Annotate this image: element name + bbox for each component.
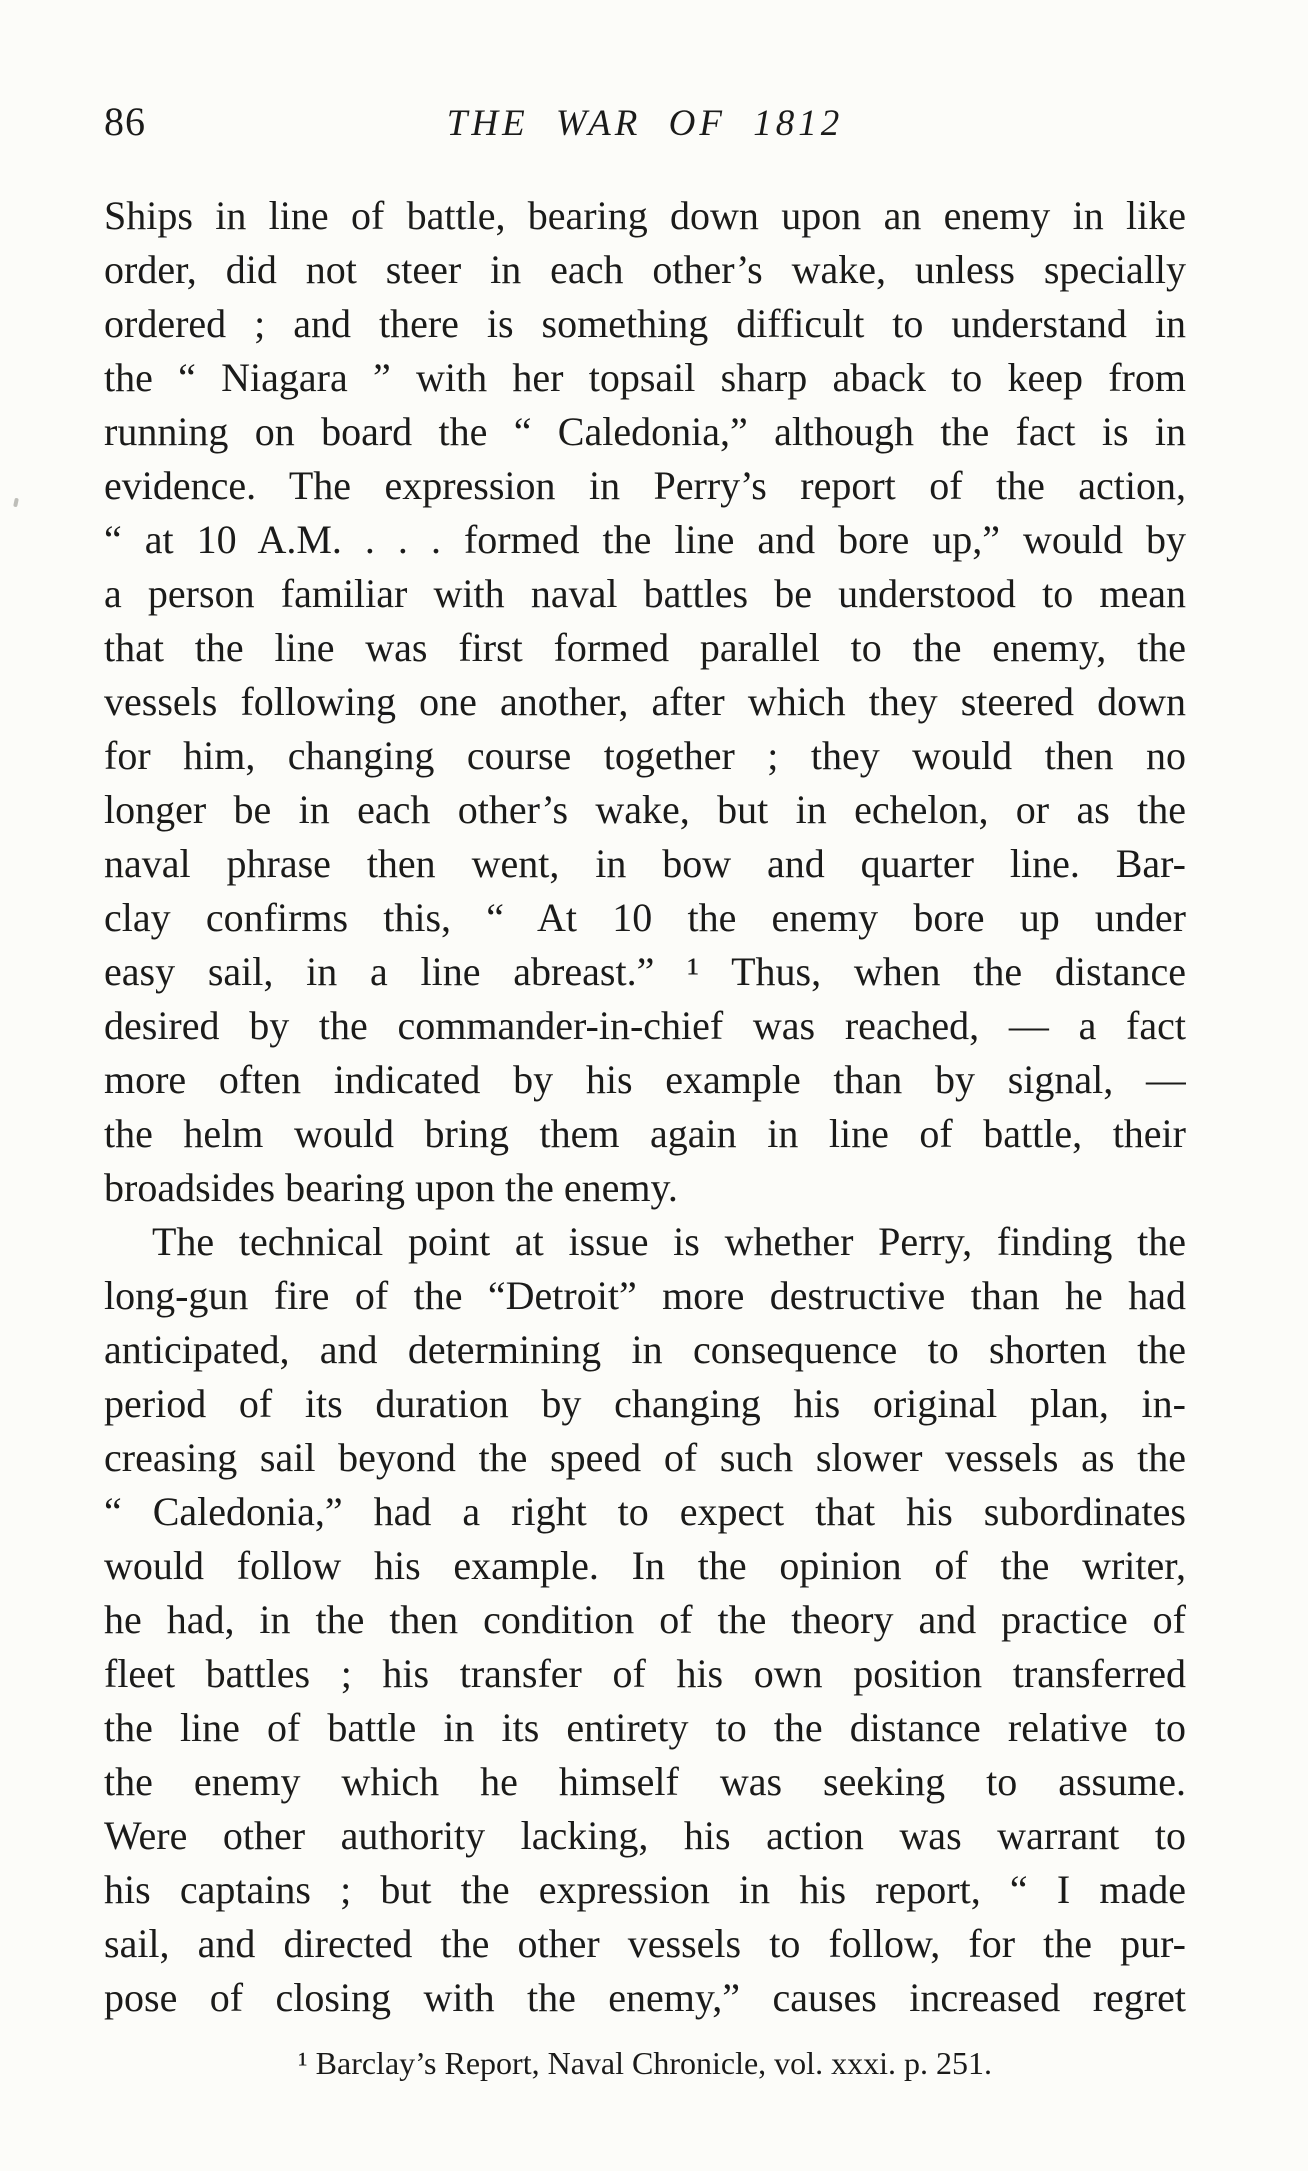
text-line: “ at 10 A.M. . . . formed the line and bore up,” would by	[104, 517, 1186, 562]
text-line: period of its duration by changing his original plan, in-	[104, 1381, 1186, 1426]
text-line: Were other authority lacking, his action was warrant to	[104, 1813, 1186, 1858]
footnote: ¹ Barclay’s Report, Naval Chronicle, vol. xxxi. p. 251.	[298, 2045, 992, 2081]
text-line: Ships in line of battle, bearing down upon an enemy in like	[104, 193, 1186, 238]
text-line: the enemy which he himself was seeking to assume.	[104, 1759, 1186, 1804]
text-line: more often indicated by his example than by signal, —	[104, 1057, 1186, 1102]
text-line: would follow his example. In the opinion of the writer,	[104, 1543, 1186, 1588]
text-line: “ Caledonia,” had a right to expect that his subordinates	[104, 1489, 1186, 1534]
text-line: desired by the commander-in-chief was reached, — a fact	[104, 1003, 1186, 1048]
paragraph	[104, 1215, 1186, 2025]
text-line: the helm would bring them again in line of battle, their	[104, 1111, 1186, 1156]
text-line: that the line was first formed parallel to the enemy, the	[104, 625, 1186, 670]
scan-speck	[13, 498, 19, 508]
text-line: pose of closing with the enemy,” causes increased regret	[104, 1975, 1186, 2020]
text-line: clay confirms this, “ At 10 the enemy bore up under	[104, 895, 1186, 940]
text-line: for him, changing course together ; they would then no	[104, 733, 1186, 778]
page-header	[104, 98, 1186, 145]
text-line: a person familiar with naval battles be understood to mean	[104, 571, 1186, 616]
text-line: the line of battle in its entirety to the distance relative to	[104, 1705, 1186, 1750]
text-line: evidence. The expression in Perry’s report of the action,	[104, 463, 1186, 508]
text-line: his captains ; but the expression in his report, “ I made	[104, 1867, 1186, 1912]
text-line: vessels following one another, after which they steered down	[104, 679, 1186, 724]
text-line: easy sail, in a line abreast.” ¹ Thus, when the distance	[104, 949, 1186, 994]
text-line: naval phrase then went, in bow and quarter line. Bar-	[104, 841, 1186, 886]
text-line: ordered ; and there is something difficult to understand in	[104, 301, 1186, 346]
text-line: sail, and directed the other vessels to follow, for the pur-	[104, 1921, 1186, 1966]
text-line: anticipated, and determining in consequence to shorten the	[104, 1327, 1186, 1372]
body-text	[104, 189, 1186, 2025]
text-line: longer be in each other’s wake, but in echelon, or as the	[104, 787, 1186, 832]
text-line: running on board the “ Caledonia,” although the fact is in	[104, 409, 1186, 454]
page-number: 86	[104, 99, 146, 144]
text-line: he had, in the then condition of the theory and practice of	[104, 1597, 1186, 1642]
text-line: the “ Niagara ” with her topsail sharp aback to keep from	[104, 355, 1186, 400]
paragraph	[104, 189, 1186, 1215]
text-line: creasing sail beyond the speed of such slower vessels as the	[104, 1435, 1186, 1480]
text-line: fleet battles ; his transfer of his own position transferred	[104, 1651, 1186, 1696]
text-line: broadsides bearing upon the enemy.	[104, 1165, 678, 1210]
text-line: The technical point at issue is whether Perry, finding the	[152, 1219, 1186, 1264]
text-line: long-gun fire of the “Detroit” more destructive than he had	[104, 1273, 1186, 1318]
text-line: order, did not steer in each other’s wake, unless specially	[104, 247, 1186, 292]
running-title: THE WAR OF 1812	[446, 103, 844, 144]
